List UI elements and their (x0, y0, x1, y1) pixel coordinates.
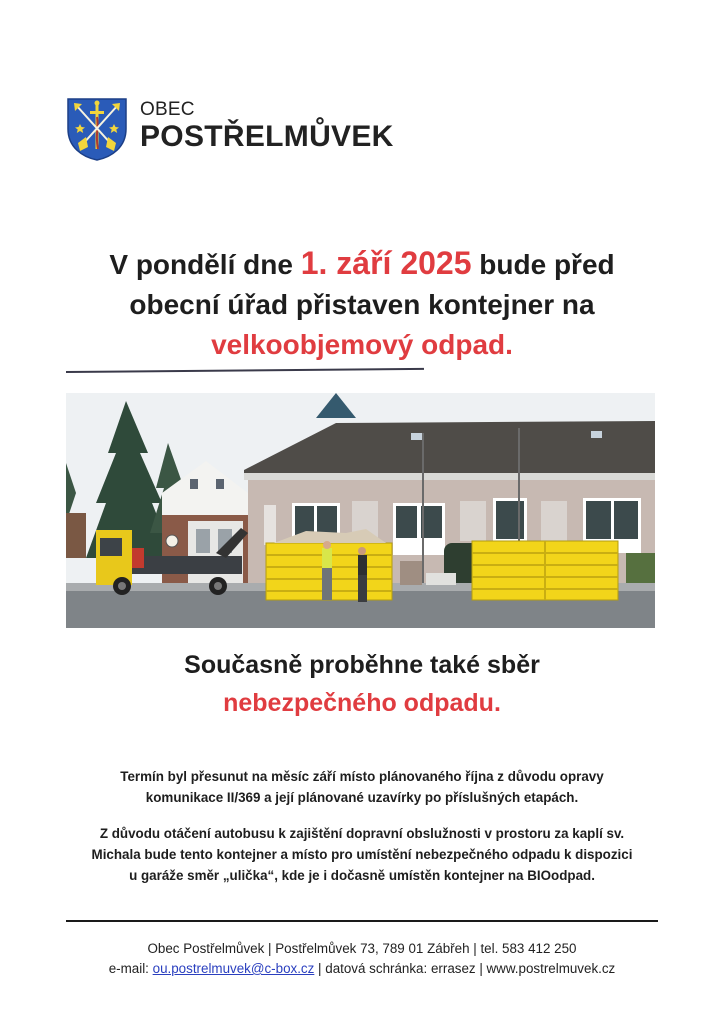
headline-date: 1. září 2025 (300, 245, 472, 281)
paragraph-line: komunikace II/369 a její plánované uzavírky po příslušných etapách. (145, 790, 579, 805)
divider (66, 368, 424, 373)
paragraph-location-change (40, 823, 684, 886)
paragraph-line: Michala bude tento kontejner a místo pro umístění nebezpečného odpadu k dispozici (91, 847, 633, 862)
hazardous-waste-subhead (0, 646, 724, 722)
footer-divider (66, 920, 658, 922)
paragraph-reschedule-reason (40, 766, 684, 808)
footer-contact-rest: | datová schránka: errasez | www.postrelmuvek.cz (314, 961, 616, 976)
paragraph-line: u garáže směr „ulička“, kde je i dočasně umístěn kontejner na BIOodpad. (129, 868, 595, 883)
photo-containers-at-office (66, 393, 655, 628)
footer-address: Obec Postřelmůvek | Postřelmůvek 73, 789 01 Zábřeh | tel. 583 412 250 (147, 941, 577, 956)
headline-text: bude před (471, 249, 615, 280)
paragraph-line: Termín byl přesunut na měsíc září místo plánovaného října z důvodu opravy (120, 769, 604, 784)
paragraph-line: Z důvodu otáčení autobusu k zajištění dopravní obslužnosti v prostoru za kaplí sv. (99, 826, 625, 841)
headline-line-2: obecní úřad přistaven kontejner na (129, 289, 595, 320)
contact-footer (0, 939, 724, 979)
headline-waste-type: velkoobjemový odpad. (211, 329, 513, 360)
headline-text: V pondělí dne (109, 249, 301, 280)
subhead-line-1: Současně proběhne také sběr (184, 651, 540, 679)
footer-email-label: e-mail: (108, 961, 153, 976)
subhead-line-2: nebezpečného odpadu. (223, 689, 501, 717)
municipality-header (66, 97, 394, 161)
footer-email-link[interactable]: ou.postrelmuvek@c-box.cz (152, 961, 315, 976)
coat-of-arms-icon (66, 97, 128, 161)
announcement-headline (0, 243, 724, 365)
municipality-name: POSTŘELMŮVEK (140, 120, 394, 153)
brand-prefix: OBEC (140, 99, 195, 120)
